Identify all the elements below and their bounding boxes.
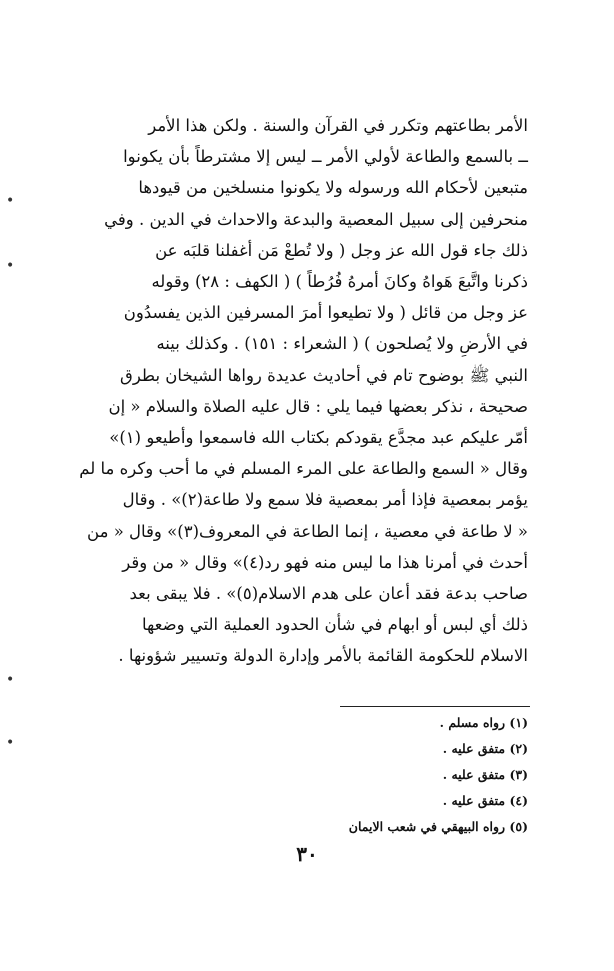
footnote-1: (١) رواه مسلم . [439, 715, 528, 730]
footnotes [228, 710, 528, 840]
footnote-4: (٤) متفق عليه . [442, 793, 528, 808]
footnote-divider [340, 706, 530, 707]
footnote-2: (٢) متفق عليه . [442, 741, 528, 756]
scan-speck: • [6, 258, 15, 274]
body-line: وقال « السمع والطاعة على المرء المسلم في ما أحب وكره ما لم [79, 459, 528, 479]
body-line: النبي ﷺ بوضوح تام في أحاديث عديدة رواها الشيخان بطرق [120, 365, 528, 385]
body-line: ذكرنا واتَّبعَ هَواهُ وكانَ أمرهُ فُرُطاً ) ( الكهف : ٢٨) وقوله [151, 272, 528, 292]
body-line: ــ بالسمع والطاعة لأولي الأمر ــ ليس إلا مشترطاً بأن يكونوا [123, 147, 528, 167]
body-line: منحرفين إلى سبيل المعصية والبدعة والاحداث في الدين . وفي [104, 209, 528, 229]
body-line: عز وجل من قائل ( ولا تطيعوا أمرَ المسرفين الذين يفسدُون [123, 303, 528, 323]
body-text [66, 110, 528, 672]
page-number: ٣٠ [296, 842, 318, 866]
body-line: متبعين لأحكام الله ورسوله ولا يكونوا منسلخين من قيودها [138, 178, 528, 198]
body-line: « لا طاعة في معصية ، إنما الطاعة في المعروف(٣)» وقال « من [87, 521, 528, 541]
body-line: ذلك جاء قول الله عز وجل ( ولا تُطعْ مَن أغفلنا قلبَه عن [155, 240, 528, 260]
scan-speck: • [6, 672, 15, 688]
footnote-3: (٣) متفق عليه . [442, 767, 528, 782]
body-line: أحدث في أمرنا هذا ما ليس منه فهو رد(٤)» وقال « من وقر [122, 552, 528, 572]
scan-speck: • [6, 735, 15, 751]
body-line: صاحب بدعة فقد أعان على هدم الاسلام(٥)» . فلا يبقى بعد [129, 584, 528, 604]
body-line: في الأرضِ ولا يُصلحون ) ( الشعراء : ١٥١) . وكذلك بينه [156, 334, 528, 354]
footnote-5: (٥) رواه البيهقي في شعب الايمان [348, 819, 528, 834]
body-line: صحيحة ، نذكر بعضها فيما يلي : قال عليه الصلاة والسلام « إن [108, 396, 528, 416]
scan-speck: • [6, 193, 15, 209]
body-line: أمّر عليكم عبد مجدَّع يقودكم بكتاب الله فاسمعوا وأطيعو (١)» [109, 428, 528, 448]
body-line: الاسلام للحكومة القائمة بالأمر وإدارة الدولة وتسيير شؤونها . [118, 646, 528, 666]
body-line: ذلك أي لبس أو ابهام في شأن الحدود العملية التي وضعها [141, 615, 528, 635]
body-line: يؤمر بمعصية فإذا أمر بمعصية فلا سمع ولا طاعة(٢)» . وقال [122, 490, 528, 510]
body-line: الأمر بطاعتهم وتكرر في القرآن والسنة . ولكن هذا الأمر [148, 116, 528, 135]
